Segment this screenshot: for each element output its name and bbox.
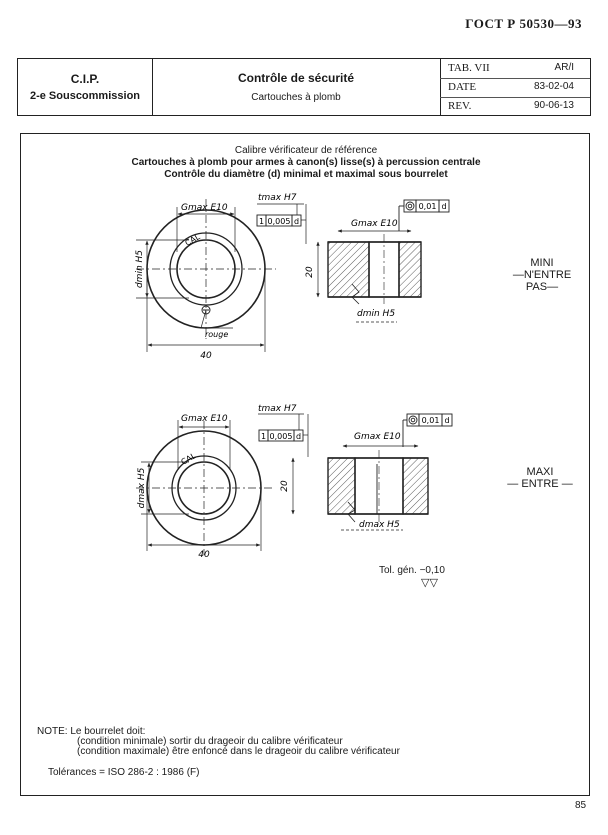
mini-color-mark: rouge xyxy=(205,330,229,339)
maxi-label xyxy=(505,466,575,490)
mini-tol-ref: d xyxy=(293,217,300,226)
drawing-frame xyxy=(20,133,590,796)
maxi-tol-val: 0,005 xyxy=(269,432,293,441)
note-line1: Le bourrelet doit: xyxy=(70,726,146,737)
mini-dim-bottom: dmin H5 xyxy=(357,309,396,319)
maxi-dim-top: tmax H7 xyxy=(258,404,297,414)
maxi-tol-ref: d xyxy=(295,432,302,441)
general-tolerance-text: Tol. gén. xyxy=(379,565,417,576)
mini-dim-diameter: 40 xyxy=(200,351,212,361)
meta-rev-row xyxy=(440,97,590,116)
maxi-conc-val: 0,01 xyxy=(421,416,440,425)
standard-code: ГОСТ Р 50530—93 xyxy=(465,16,582,31)
mini-dim-inner: dmin H5 xyxy=(135,249,145,289)
date-label: DATE xyxy=(448,81,477,93)
drawing-title: Calibre vérificateur de référence xyxy=(234,145,378,156)
tolerances-reference: Tolérances = ISO 286-2 : 1986 (F) xyxy=(48,767,200,778)
maxi-label-line1: MAXI xyxy=(526,466,554,478)
header-table xyxy=(17,58,591,116)
maxi-label-line2: — ENTRE — xyxy=(507,478,573,490)
mini-label-line2: —N'ENTRE PAS— xyxy=(512,269,572,293)
drawing-title-line2: Cartouches à plomb pour armes à canon(s) lisse(s) à percussion centrale xyxy=(131,157,481,168)
maxi-dim-inner: dmax H5 xyxy=(137,467,147,509)
maxi-dim-height: 20 xyxy=(280,480,290,492)
surface-finish-symbols: ▽▽ xyxy=(421,577,438,589)
maxi-section-view xyxy=(293,446,428,530)
gauge-mini xyxy=(135,193,449,361)
general-tolerance xyxy=(379,565,445,576)
drawing-title-line3: Contrôle du diamètre (d) minimal et maximal sous bourrelet xyxy=(164,169,448,180)
note-label: NOTE: xyxy=(37,726,68,737)
maxi-tol-num: 1 xyxy=(260,432,267,441)
tab-value: AR/I xyxy=(554,62,574,73)
mini-marking: CAL xyxy=(183,232,202,248)
maxi-conc-ref: d xyxy=(444,416,450,425)
page-number: 85 xyxy=(575,800,587,811)
header-subtitle: Cartouches à plomb xyxy=(251,92,341,103)
meta-date-row xyxy=(440,78,590,98)
maxi-dim-bottom: dmax H5 xyxy=(359,520,400,530)
mini-label-line1: MINI xyxy=(530,257,554,269)
mini-dim-outer: Gmax E10 xyxy=(181,203,228,213)
meta-tab-row xyxy=(440,59,590,79)
rev-value: 90-06-13 xyxy=(533,100,574,111)
mini-dim-top: tmax H7 xyxy=(258,193,297,203)
header-title: Contrôle de sécurité xyxy=(237,71,355,85)
maxi-dim-diameter: 40 xyxy=(198,550,210,560)
date-value: 83-02-04 xyxy=(533,81,574,92)
maxi-plan-view xyxy=(136,420,272,555)
note-line3: (condition maximale) être enfoncé dans le drageoir du calibre vérificateur xyxy=(77,746,400,757)
mini-tol-num: 1 xyxy=(258,217,265,226)
header-org: C.I.P. xyxy=(70,72,100,86)
mini-conc-val: 0,01 xyxy=(418,202,437,211)
note-block xyxy=(37,727,400,757)
tab-label: TAB. VII xyxy=(448,62,490,74)
general-tolerance-value: −0,10 xyxy=(419,565,445,576)
mini-label xyxy=(507,257,577,293)
maxi-dim-outer: Gmax E10 xyxy=(181,414,228,424)
header-subcommission: 2-e Souscommission xyxy=(29,90,141,102)
mini-conc-ref: d xyxy=(441,202,447,211)
rev-label: REV. xyxy=(448,100,472,112)
note-line2: (condition minimale) sortir du drageoir du calibre vérificateur xyxy=(77,736,343,747)
mini-dim-bore: Gmax E10 xyxy=(351,219,398,229)
mini-dim-height: 20 xyxy=(305,266,315,278)
gauge-maxi xyxy=(136,404,452,560)
maxi-marking: CAL xyxy=(179,451,198,467)
maxi-dim-bore: Gmax E10 xyxy=(354,432,401,442)
mini-tol-val: 0,005 xyxy=(267,217,291,226)
